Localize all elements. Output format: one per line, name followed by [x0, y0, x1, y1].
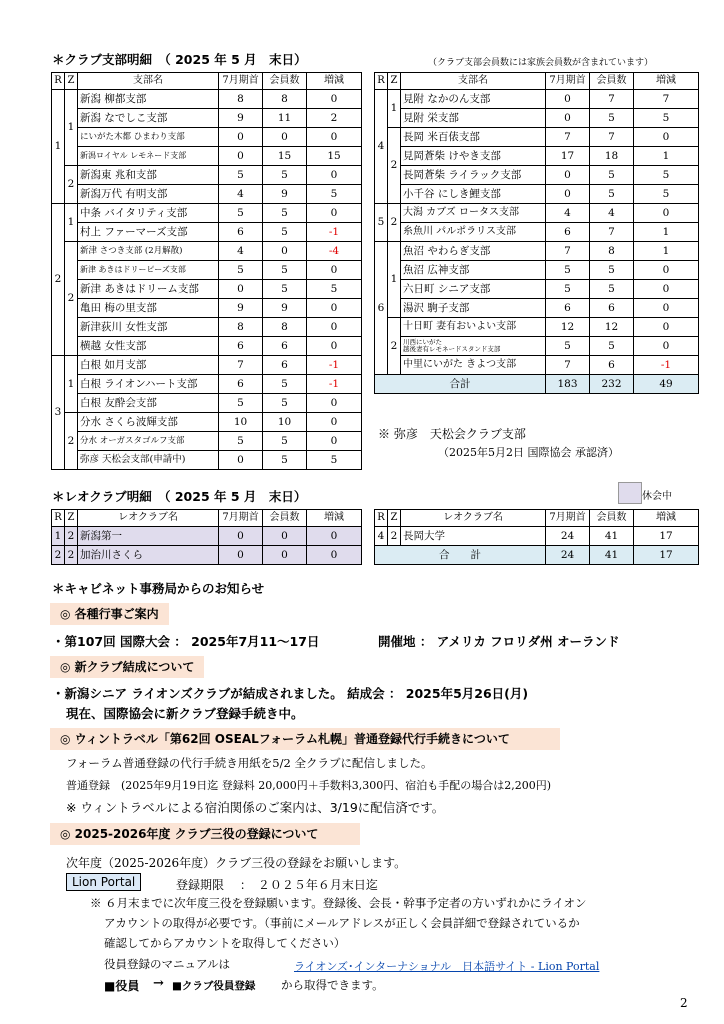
member-count: 0	[263, 128, 307, 147]
region-cell: 1	[52, 90, 65, 204]
prev-count: 0	[219, 546, 263, 565]
branch-name: 川西にいがた 越後妻有レモネードスタンド支部	[401, 337, 546, 356]
col-r-header: R	[52, 510, 65, 527]
member-count: 18	[590, 147, 634, 166]
branch-name: 村上 ファーマーズ支部	[78, 223, 219, 242]
lion-portal-button[interactable]: Lion Portal	[66, 873, 141, 891]
change-value: 0	[307, 413, 362, 432]
change-value: 0	[307, 394, 362, 413]
zone-cell: 2	[388, 318, 401, 375]
lion-portal-link[interactable]: ライオンズ･インターナショナル 日本語サイト - Lion Portal	[294, 960, 600, 973]
change-value: 0	[634, 128, 699, 147]
member-count: 5	[263, 261, 307, 280]
branch-name: にいがた木都 ひまわり支部	[78, 128, 219, 147]
convention-venue: 開催地 ： アメリカ フロリダ州 オーランド	[378, 634, 620, 649]
branch-name: 新津 あきはドリーピーズ支部	[78, 261, 219, 280]
yahiko-note: ※ 弥彦 天松会クラブ支部	[378, 427, 526, 441]
branch-name: 長岡 米百俵支部	[401, 128, 546, 147]
member-count: 7	[590, 223, 634, 242]
table-row	[375, 261, 699, 280]
region-cell: 2	[52, 204, 65, 356]
change-value: 5	[634, 109, 699, 128]
col-members-header: 会員数	[263, 510, 307, 527]
prev-count: 0	[546, 90, 590, 109]
branch-name: 新潟東 兆和支部	[78, 166, 219, 185]
table-row	[375, 299, 699, 318]
table-row	[52, 261, 362, 280]
change-value: 5	[307, 185, 362, 204]
col-z-header: Z	[388, 73, 401, 90]
section-officers-heading: ◎ 2025-2026年度 クラブ三役の登録について	[50, 823, 360, 845]
officer-note-1: ※ ６月末までに次年度三役を登録願います。登録後、会長・幹事予定者の方いずれかにライオン	[90, 896, 587, 910]
change-value: 5	[634, 166, 699, 185]
member-count: 5	[263, 432, 307, 451]
table-row	[52, 546, 362, 565]
change-value: 0	[307, 261, 362, 280]
prev-count: 0	[219, 128, 263, 147]
member-count: 7	[590, 90, 634, 109]
change-value: 0	[634, 261, 699, 280]
branch-name: 魚沼 広神支部	[401, 261, 546, 280]
prev-count: 6	[546, 223, 590, 242]
change-value: 0	[634, 318, 699, 337]
change-value: 0	[307, 90, 362, 109]
change-value: 2	[307, 109, 362, 128]
col-prev-header: 7月期首	[546, 510, 590, 527]
prev-count: 8	[219, 90, 263, 109]
total-label: 合計	[375, 375, 546, 394]
table-row	[375, 337, 699, 356]
branch-name: 新潟万代 有明支部	[78, 185, 219, 204]
yahiko-approval-note: （2025年5月2日 国際協会 承認済）	[438, 446, 619, 459]
table-row	[52, 109, 362, 128]
member-count: 4	[590, 204, 634, 223]
table-row	[52, 318, 362, 337]
prev-count: 12	[546, 318, 590, 337]
member-count: 6	[590, 299, 634, 318]
table-row	[375, 280, 699, 299]
table-row	[52, 451, 362, 470]
change-value-negative: -1	[307, 356, 362, 375]
leo-club-name: 長岡大学	[401, 527, 546, 546]
branch-name: 新津荻川 女性支部	[78, 318, 219, 337]
branch-family-note: （クラブ支部会員数には家族会員数が含まれています）	[428, 58, 654, 68]
officer-menu-label: ■役員	[104, 979, 140, 993]
region-cell: 3	[52, 356, 65, 470]
prev-count: 5	[219, 166, 263, 185]
col-prev-header: 7月期首	[219, 510, 263, 527]
total-row	[375, 546, 699, 565]
branch-name: 横越 女性支部	[78, 337, 219, 356]
branch-name: 白根 如月支部	[78, 356, 219, 375]
col-z-header: Z	[65, 510, 78, 527]
member-count: 6	[263, 337, 307, 356]
table-row	[375, 223, 699, 242]
branch-name: 新津 さつき支部 (2月解散)	[78, 242, 219, 261]
prev-count: 5	[219, 394, 263, 413]
member-count: 8	[263, 318, 307, 337]
branch-section-header: ＊クラブ支部明細 （ 2025 年 5 月 末日）	[52, 52, 307, 67]
prev-count: 4	[219, 185, 263, 204]
member-count: 8	[590, 242, 634, 261]
registration-deadline: 登録期限 ： ２０２５年６月末日迄	[176, 878, 378, 892]
total-change: 49	[634, 375, 699, 394]
col-r-header: R	[52, 73, 65, 90]
manual-label: 役員登録のマニュアルは	[104, 957, 231, 971]
total-row	[375, 375, 699, 394]
table-row	[52, 432, 362, 451]
col-members-header: 会員数	[590, 73, 634, 90]
prev-count: 10	[219, 413, 263, 432]
col-branch-header: 支部名	[401, 73, 546, 90]
table-row	[52, 527, 362, 546]
member-count: 5	[263, 204, 307, 223]
branch-name: 新潟 なでしこ支部	[78, 109, 219, 128]
officer-note-2: アカウントの取得が必要です。（事前にメールアドレスが正しく会員詳細で登録されているか	[104, 916, 580, 930]
total-change: 17	[634, 546, 699, 565]
member-count: 0	[263, 546, 307, 565]
zone-cell: 1	[65, 90, 78, 166]
table-row	[52, 90, 362, 109]
total-members: 232	[590, 375, 634, 394]
col-members-header: 会員数	[590, 510, 634, 527]
branch-name: 十日町 妻有おいよい支部	[401, 318, 546, 337]
zone-cell: 1	[65, 204, 78, 242]
branch-name: 弥彦 天松会支部(申請中)	[78, 451, 219, 470]
prev-count: 0	[546, 166, 590, 185]
table-row	[375, 356, 699, 375]
left-branch-table	[51, 72, 362, 470]
branch-name: 見附 栄支部	[401, 109, 546, 128]
lodging-note: ※ ウィントラベルによる宿泊関係のご案内は、3/19に配信済です。	[66, 800, 445, 815]
zone-cell: 2	[388, 204, 401, 242]
col-z-header: Z	[388, 510, 401, 527]
branch-name: 白根 ライオンハート支部	[78, 375, 219, 394]
prev-count: 0	[546, 109, 590, 128]
prev-count: 7	[546, 356, 590, 375]
branch-name: 魚沼 やわらぎ支部	[401, 242, 546, 261]
change-value-negative: -1	[307, 223, 362, 242]
forum-form-note: フォーラム普通登録の代行手続き用紙を5/2 全クラブに配信しました。	[66, 756, 433, 770]
region-cell: 4	[375, 90, 388, 204]
table-row	[52, 223, 362, 242]
table-row	[375, 527, 699, 546]
change-value: 0	[634, 337, 699, 356]
branch-name: 小千谷 にしき鯉支部	[401, 185, 546, 204]
prev-count: 0	[546, 185, 590, 204]
table-row	[52, 394, 362, 413]
prev-count: 5	[546, 280, 590, 299]
table-row	[52, 356, 362, 375]
zone-cell: 2	[65, 546, 78, 565]
branch-name: 分水 さくら波輝支部	[78, 413, 219, 432]
table-row	[52, 337, 362, 356]
member-count: 6	[263, 356, 307, 375]
branch-name: 六日町 シニア支部	[401, 280, 546, 299]
section-new-club-heading: ◎ 新クラブ結成について	[50, 656, 204, 678]
change-value: 0	[307, 527, 362, 546]
change-value: 0	[307, 318, 362, 337]
total-prev: 183	[546, 375, 590, 394]
branch-name: 中里にいがた きよつ支部	[401, 356, 546, 375]
arrow-icon: →	[153, 976, 164, 991]
prev-count: 5	[546, 261, 590, 280]
branch-name: 大潟 カブズ ロータス支部	[401, 204, 546, 223]
region-cell: 5	[375, 204, 388, 242]
zone-cell: 2	[388, 128, 401, 204]
table-row	[375, 109, 699, 128]
section-wintravel-heading: ◎ ウィントラベル「第62回 OSEALフォーラム札幌」普通登録代行手続きについて	[50, 728, 560, 750]
col-change-header: 増減	[307, 73, 362, 90]
member-count: 8	[263, 90, 307, 109]
prev-count: 5	[219, 432, 263, 451]
member-count: 6	[590, 356, 634, 375]
prev-count: 24	[546, 527, 590, 546]
suspended-legend-swatch	[618, 482, 642, 504]
member-count: 5	[263, 451, 307, 470]
table-row	[52, 413, 362, 432]
new-club-status: 現在、国際協会に新クラブ登録手続き中。	[66, 706, 304, 721]
change-value: 17	[634, 527, 699, 546]
change-value: 0	[307, 128, 362, 147]
change-value: 7	[634, 90, 699, 109]
member-count: 10	[263, 413, 307, 432]
table-row	[52, 204, 362, 223]
member-count: 5	[263, 394, 307, 413]
table-row	[52, 185, 362, 204]
change-value: 0	[307, 546, 362, 565]
prev-count: 0	[219, 280, 263, 299]
branch-name: 中条 バイタリティ支部	[78, 204, 219, 223]
prev-count: 6	[546, 299, 590, 318]
member-count: 5	[263, 375, 307, 394]
table-row	[52, 375, 362, 394]
member-count: 7	[590, 128, 634, 147]
col-prev-header: 7月期首	[546, 73, 590, 90]
branch-name: 新潟ロイヤル レモネード支部	[78, 147, 219, 166]
prev-count: 5	[219, 204, 263, 223]
table-row	[375, 128, 699, 147]
international-convention-line: ・第107回 国際大会 ： 2025年7月11～17日	[52, 634, 320, 649]
member-count: 11	[263, 109, 307, 128]
cabinet-notice-header: ＊キャビネット事務局からのお知らせ	[52, 581, 265, 596]
prev-count: 6	[219, 223, 263, 242]
table-row	[52, 147, 362, 166]
table-row	[52, 242, 362, 261]
member-count: 5	[590, 185, 634, 204]
change-value-negative: -1	[634, 356, 699, 375]
officer-note-3: 確認してからアカウントを取得してください）	[104, 936, 346, 950]
prev-count: 4	[219, 242, 263, 261]
zone-cell: 2	[65, 413, 78, 470]
leo-section-header: ＊レオクラブ明細 （ 2025 年 5 月 末日）	[52, 489, 307, 504]
change-value: 0	[634, 299, 699, 318]
table-row	[375, 204, 699, 223]
table-row	[375, 166, 699, 185]
col-change-header: 増減	[307, 510, 362, 527]
change-value-negative: -4	[307, 242, 362, 261]
table-row	[52, 128, 362, 147]
zone-cell: 1	[65, 356, 78, 413]
prev-count: 0	[219, 451, 263, 470]
branch-name: 新津 あきはドリーム支部	[78, 280, 219, 299]
change-value: 5	[307, 280, 362, 299]
change-value: 1	[634, 147, 699, 166]
prev-count: 0	[219, 527, 263, 546]
prev-count: 17	[546, 147, 590, 166]
zone-cell: 1	[388, 90, 401, 128]
prev-count: 7	[546, 242, 590, 261]
change-value: 5	[307, 451, 362, 470]
change-value: 0	[307, 299, 362, 318]
change-value: 1	[634, 223, 699, 242]
branch-name: 湯沢 駒子支部	[401, 299, 546, 318]
member-count: 5	[263, 280, 307, 299]
change-value: 5	[634, 185, 699, 204]
change-value: 0	[307, 166, 362, 185]
prev-count: 5	[219, 261, 263, 280]
col-members-header: 会員数	[263, 73, 307, 90]
prev-count: 0	[219, 147, 263, 166]
table-row	[375, 318, 699, 337]
col-leo-header: レオクラブ名	[78, 510, 219, 527]
prev-count: 5	[546, 337, 590, 356]
change-value: 15	[307, 147, 362, 166]
branch-name: 分水 オーガスタゴルフ支部	[78, 432, 219, 451]
right-branch-table	[374, 72, 699, 394]
change-value: 0	[307, 204, 362, 223]
change-value: 0	[634, 280, 699, 299]
officer-registration-request: 次年度（2025-2026年度）クラブ三役の登録をお願いします。	[66, 856, 407, 870]
change-value: 0	[307, 337, 362, 356]
prev-count: 4	[546, 204, 590, 223]
prev-count: 6	[219, 375, 263, 394]
zone-cell: 2	[388, 527, 401, 546]
change-value: 0	[307, 432, 362, 451]
member-count: 9	[263, 185, 307, 204]
member-count: 5	[590, 261, 634, 280]
branch-name: 白根 友酔会支部	[78, 394, 219, 413]
member-count: 41	[590, 527, 634, 546]
col-z-header: Z	[65, 73, 78, 90]
prev-count: 9	[219, 299, 263, 318]
member-count: 5	[590, 280, 634, 299]
table-row	[375, 242, 699, 261]
col-prev-header: 7月期首	[219, 73, 263, 90]
suspended-legend-label: 休会中	[642, 491, 672, 502]
member-count: 5	[263, 166, 307, 185]
zone-cell: 2	[65, 527, 78, 546]
page-number: 2	[680, 996, 688, 1010]
col-r-header: R	[375, 73, 388, 90]
col-change-header: 増減	[634, 73, 699, 90]
new-club-line: ・新潟シニア ライオンズクラブが結成されました。 結成会 ： 2025年5月26日(月)	[52, 686, 529, 701]
table-row	[375, 147, 699, 166]
change-value: 0	[634, 204, 699, 223]
change-value: 1	[634, 242, 699, 261]
total-label: 合 計	[375, 546, 546, 565]
leo-left-table	[51, 509, 362, 565]
total-members: 41	[590, 546, 634, 565]
col-r-header: R	[375, 510, 388, 527]
region-cell: 1	[52, 527, 65, 546]
col-change-header: 増減	[634, 510, 699, 527]
branch-name: 長岡蒼柴 ライラック支部	[401, 166, 546, 185]
table-row	[375, 185, 699, 204]
prev-count: 8	[219, 318, 263, 337]
prev-count: 6	[219, 337, 263, 356]
prev-count: 7	[546, 128, 590, 147]
prev-count: 9	[219, 109, 263, 128]
retrieve-note: から取得できます。	[281, 978, 384, 992]
branch-name: 亀田 梅の里支部	[78, 299, 219, 318]
region-cell: 6	[375, 242, 388, 375]
table-row	[52, 280, 362, 299]
member-count: 0	[263, 242, 307, 261]
leo-right-table	[374, 509, 699, 565]
member-count: 12	[590, 318, 634, 337]
member-count: 0	[263, 527, 307, 546]
member-count: 15	[263, 147, 307, 166]
change-value-negative: -1	[307, 375, 362, 394]
member-count: 9	[263, 299, 307, 318]
zone-cell: 2	[65, 242, 78, 356]
col-branch-header: 支部名	[78, 73, 219, 90]
table-row	[375, 90, 699, 109]
region-cell: 2	[52, 546, 65, 565]
table-row	[52, 166, 362, 185]
table-row	[52, 299, 362, 318]
prev-count: 7	[219, 356, 263, 375]
club-officer-menu-label: ■クラブ役員登録	[172, 980, 256, 992]
member-count: 5	[590, 109, 634, 128]
member-count: 5	[590, 337, 634, 356]
branch-name: 見附 なかのん支部	[401, 90, 546, 109]
total-prev: 24	[546, 546, 590, 565]
branch-name: 糸魚川 パルポラリス支部	[401, 223, 546, 242]
leo-club-name: 新潟第一	[78, 527, 219, 546]
forum-fee-note: 普通登録 (2025年9月19日迄 登録料 20,000円＋手数料3,300円、宿泊も手配の場合は2,200円)	[66, 779, 552, 792]
member-count: 5	[263, 223, 307, 242]
branch-name: 新潟 柳都支部	[78, 90, 219, 109]
branch-name: 見岡蒼柴 けやき支部	[401, 147, 546, 166]
leo-club-name: 加治川さくら	[78, 546, 219, 565]
section-events-heading: ◎ 各種行事ご案内	[50, 603, 169, 625]
col-leo-header: レオクラブ名	[401, 510, 546, 527]
member-count: 5	[590, 166, 634, 185]
zone-cell: 2	[65, 166, 78, 204]
region-cell: 4	[375, 527, 388, 546]
zone-cell: 1	[388, 242, 401, 318]
